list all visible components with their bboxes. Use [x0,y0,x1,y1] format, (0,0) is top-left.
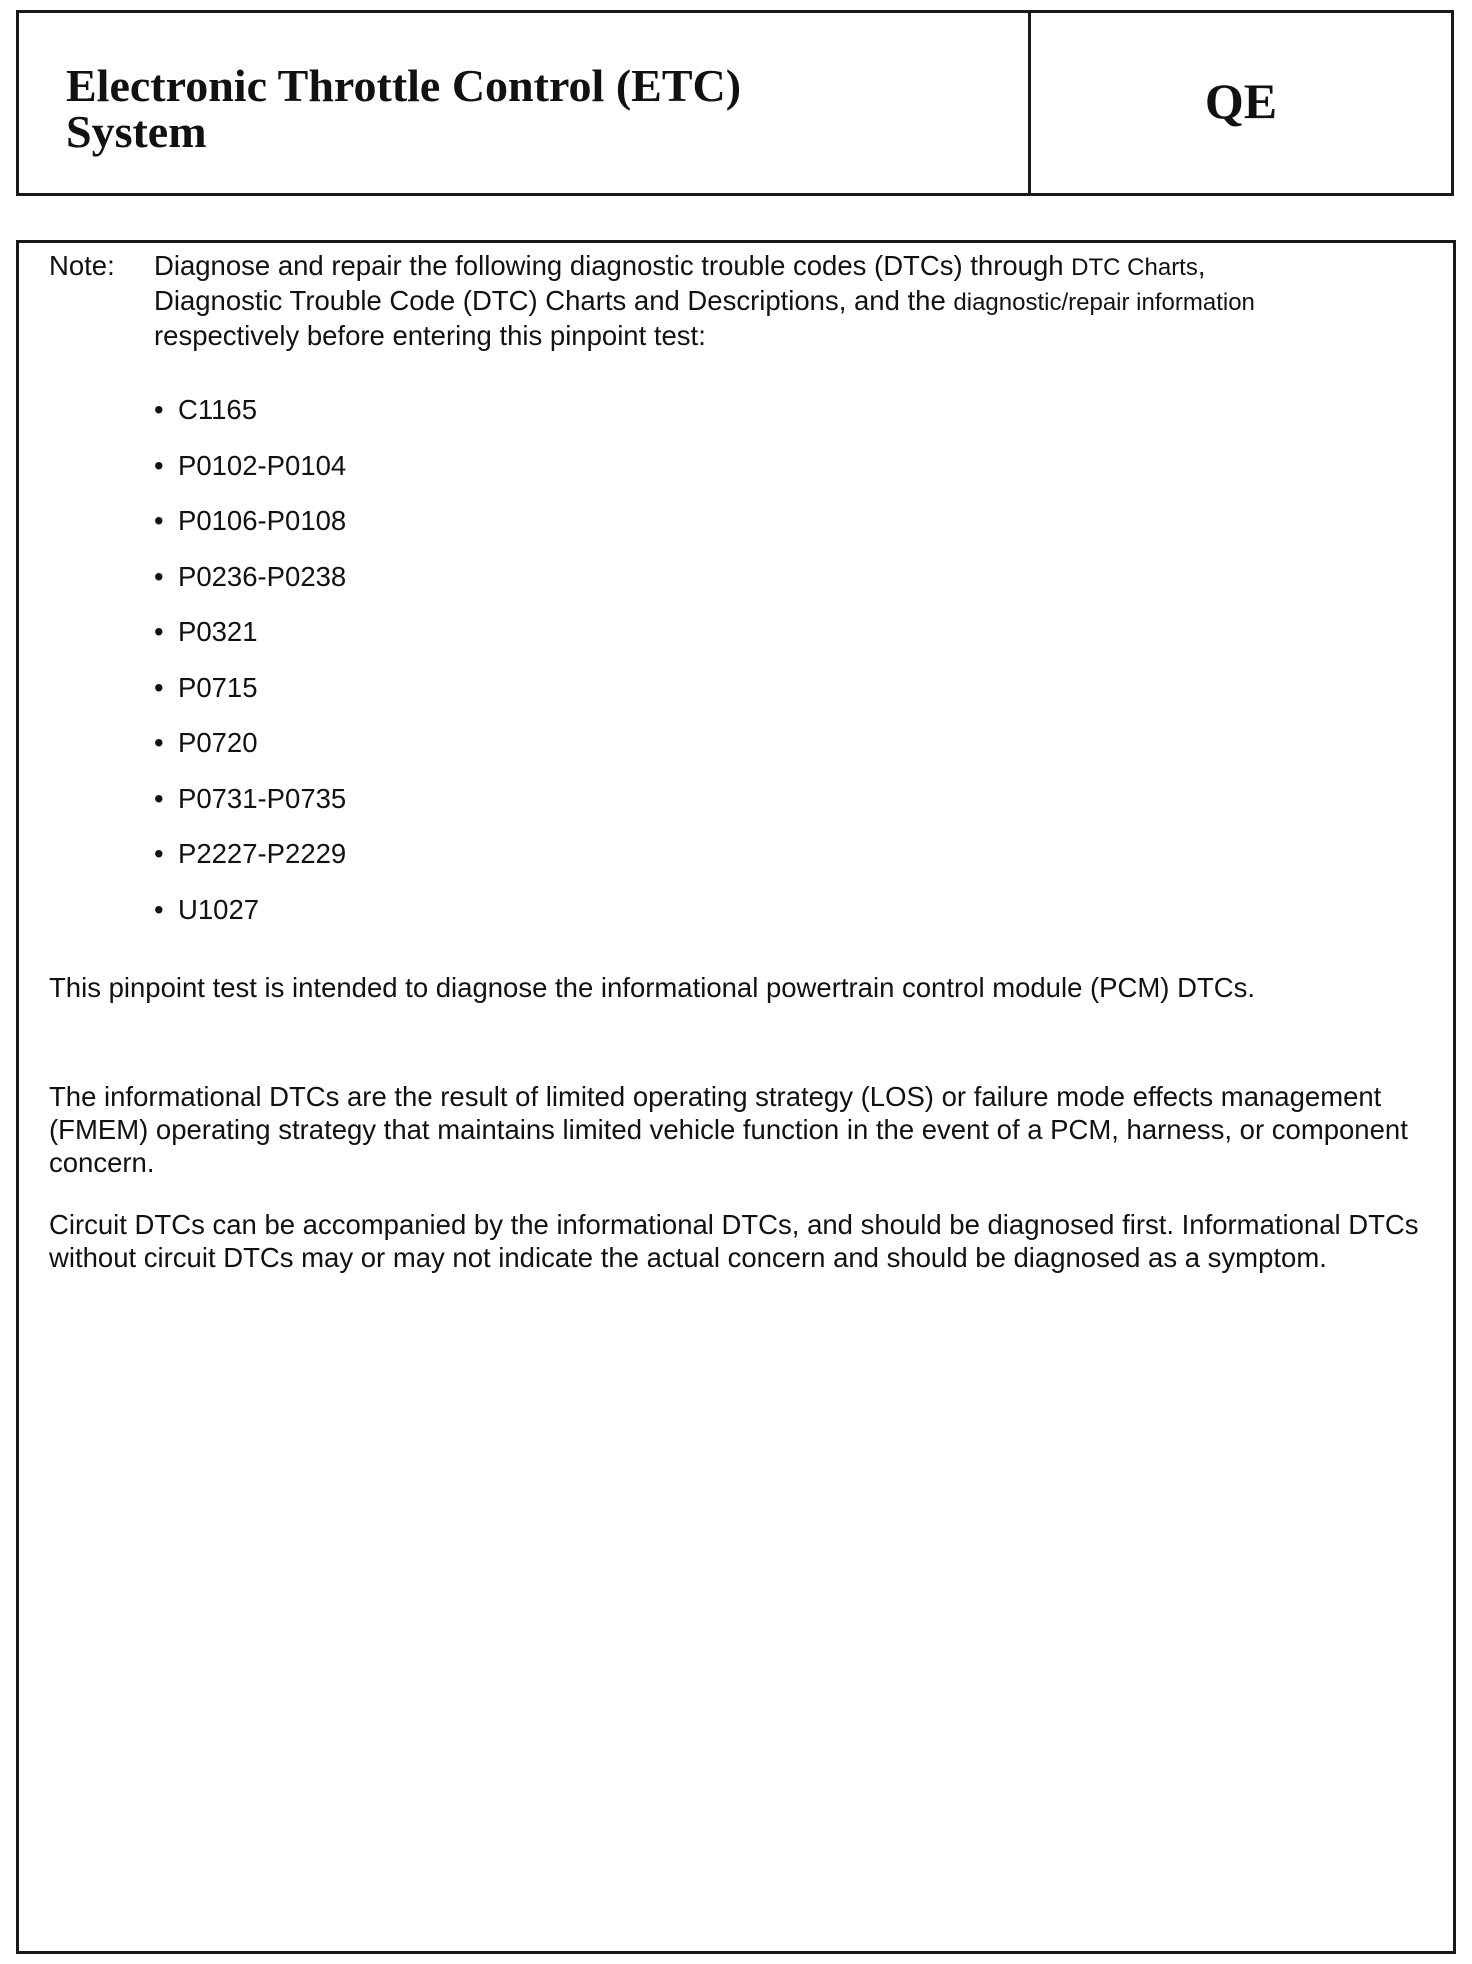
note-body [154,249,1454,352]
dtc-code: P0106-P0108 [178,505,347,536]
paragraph-purpose: This pinpoint test is intended to diagnose the informational powertrain control module (PCM) DTCs. [49,972,1255,1003]
title-line-1: Electronic Throttle Control (ETC) [66,60,742,111]
dtc-code: C1165 [178,394,257,425]
list-item [154,393,346,449]
bullet-icon: • [154,394,164,425]
note-line-2 [154,284,1454,319]
bullet-icon: • [154,505,164,536]
dtc-code: P2227-P2229 [178,838,347,869]
note-ref-dtc-charts: DTC Charts [1071,254,1198,281]
note-line-2-text: Diagnostic Trouble Code (DTC) Charts and Descriptions, and the [154,285,954,316]
section-code: QE [1204,73,1278,129]
dtc-code: P0715 [178,671,258,703]
bullet-icon: • [154,671,164,703]
list-item [154,560,346,616]
bullet-icon: • [154,616,164,647]
dtc-code: P0731-P0735 [178,782,347,814]
list-item [154,782,346,838]
dtc-code: P0321 [178,616,258,647]
dtc-code-list [154,393,346,948]
title-line-2: System [66,106,207,157]
dtc-code: P0102-P0104 [178,449,347,481]
header-box [16,10,1454,196]
note-line-1-text: Diagnose and repair the following diagnostic trouble codes (DTCs) through [154,250,1072,281]
paragraph-informational-dtcs: The informational DTCs are the result of limited operating strategy (LOS) or failure mode effects management (FMEM) operating strategy that maintains limited vehicle function in the event of a PCM, harness, or component concern. [49,1081,1408,1178]
list-item [154,726,346,782]
note-ref-repair-info: diagnostic/repair information [953,289,1255,316]
bullet-icon: • [154,727,164,758]
list-item [154,671,346,727]
bullet-icon: • [154,782,164,814]
page-title [66,60,996,157]
bullet-icon: • [154,560,164,592]
content-box [16,240,1456,1954]
bullet-icon: • [154,838,164,869]
dtc-code: P0720 [178,727,258,758]
list-item [154,504,346,560]
list-item [154,449,346,505]
list-item [154,615,346,671]
bullet-icon: • [154,449,164,481]
bullet-icon: • [154,893,164,925]
note-line-1 [154,249,1454,284]
dtc-code: U1027 [178,893,260,925]
paragraph-circuit-dtcs: Circuit DTCs can be accompanied by the informational DTCs, and should be diagnosed first. Informational DTCs without circuit DTCs may or may not indicate the actual concern and should be diagnosed as a symptom. [49,1209,1419,1273]
note-label: Note: [49,250,115,281]
list-item [154,837,346,893]
note-line-3: respectively before entering this pinpoint test: [154,320,706,351]
list-item [154,893,346,949]
note-line-1-end: , [1197,250,1206,281]
dtc-code: P0236-P0238 [178,560,347,592]
